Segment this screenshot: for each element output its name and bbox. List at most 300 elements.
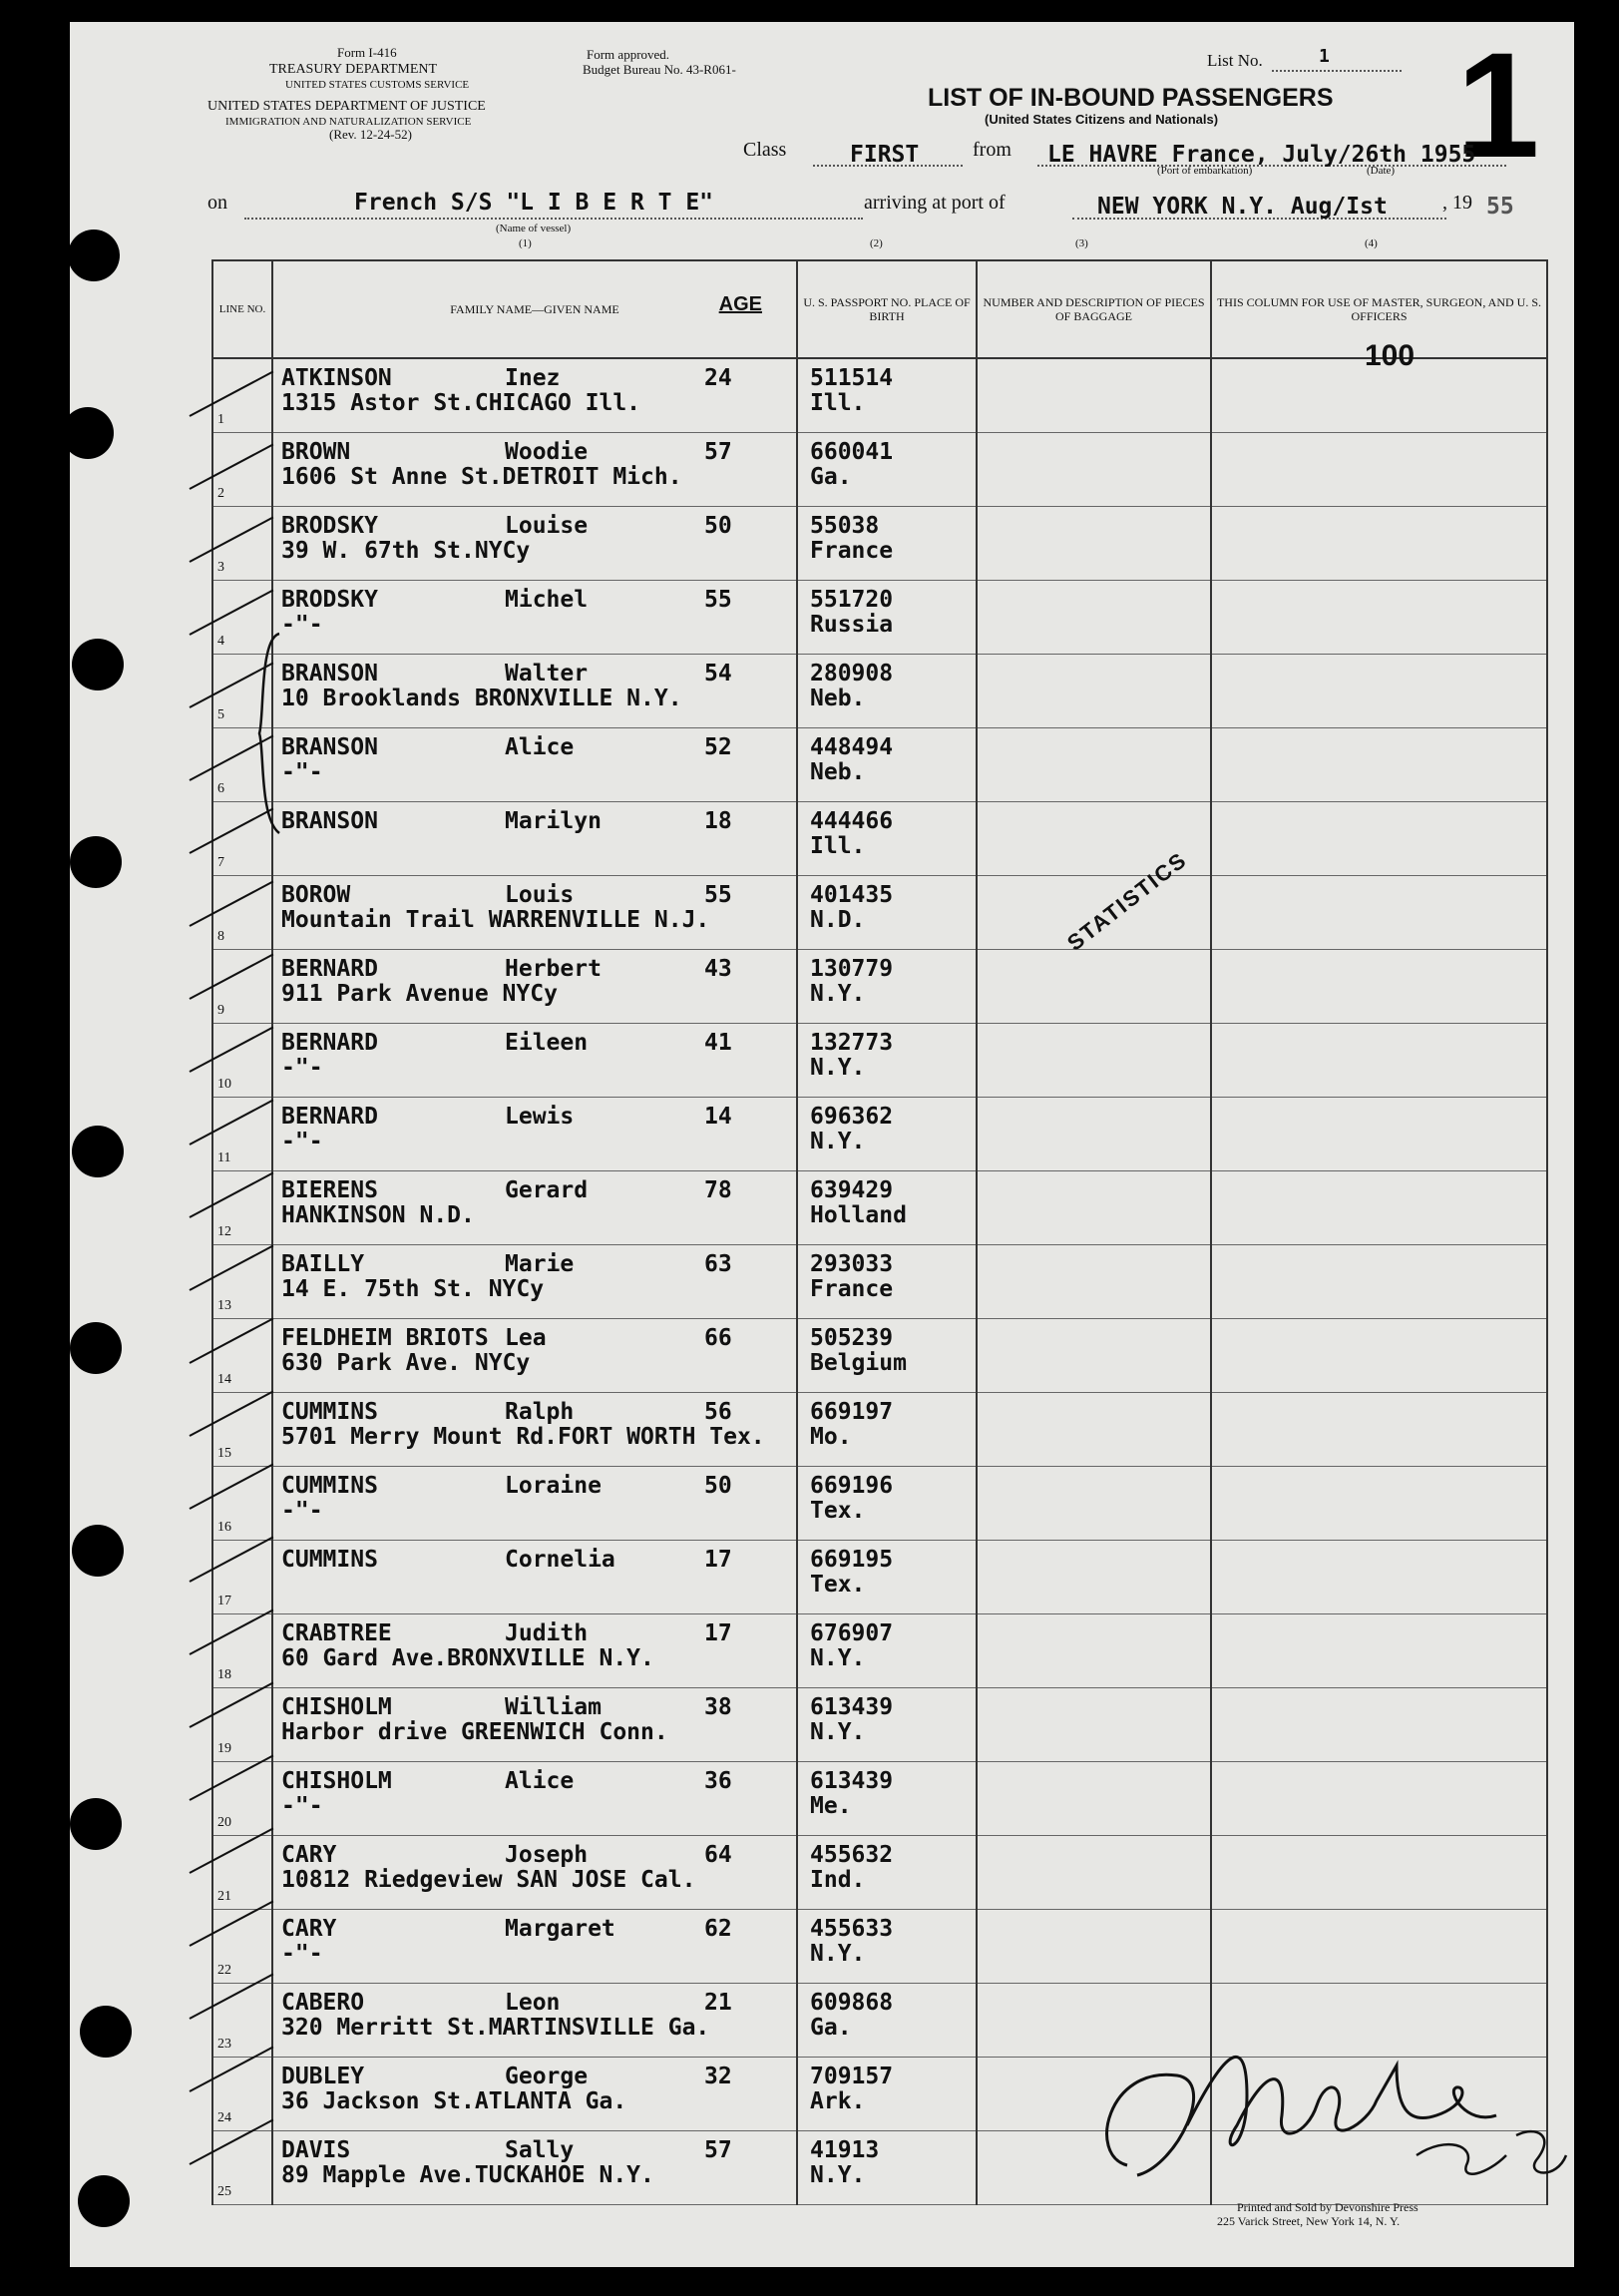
printer-credit: Printed and Sold by Devonshire Press — [1237, 2200, 1418, 2214]
officers-cell — [1211, 1541, 1547, 1614]
place-of-birth: Ark. — [810, 2088, 866, 2114]
given-name: Louise — [505, 513, 589, 539]
given-name: Marilyn — [505, 808, 602, 834]
place-of-birth: Ga. — [810, 2015, 852, 2041]
given-name: Joseph — [505, 1842, 589, 1868]
baggage-cell — [977, 507, 1211, 581]
passport-number: 669197 — [810, 1399, 894, 1425]
line-number-cell — [212, 1910, 272, 1984]
list-title: LIST OF IN-BOUND PASSENGERS — [928, 84, 1334, 112]
passport-number: 401435 — [810, 882, 894, 908]
table-row — [212, 433, 1547, 507]
baggage-cell — [977, 1319, 1211, 1393]
line-number-cell — [212, 2058, 272, 2131]
address: 14 E. 75th St. NYCy — [281, 1276, 545, 1302]
form-number: Form I-416 — [337, 45, 397, 60]
ins-service: IMMIGRATION AND NATURALIZATION SERVICE — [225, 116, 472, 128]
age-value: 55 — [704, 882, 732, 908]
table-row — [212, 1541, 1547, 1614]
family-name: CHISHOLM — [281, 1694, 392, 1720]
baggage-cell — [977, 1688, 1211, 1762]
passport-cell — [797, 1024, 977, 1098]
address: -"- — [281, 612, 323, 638]
officers-cell — [1211, 950, 1547, 1024]
table-row — [212, 1319, 1547, 1393]
line-number: 25 — [217, 2184, 231, 2199]
place-of-birth: Ind. — [810, 1867, 866, 1893]
from-value: LE HAVRE France, July/26th 1955 — [1047, 142, 1476, 168]
table-row — [212, 876, 1547, 950]
large-page-number: 1 — [1456, 21, 1540, 189]
passport-number: 455632 — [810, 1842, 894, 1868]
passport-cell — [797, 1245, 977, 1319]
given-name: Marie — [505, 1251, 575, 1277]
passport-cell — [797, 581, 977, 655]
passport-cell — [797, 1910, 977, 1984]
line-number-cell — [212, 1171, 272, 1245]
passport-cell — [797, 1098, 977, 1171]
place-of-birth: Mo. — [810, 1424, 852, 1450]
given-name: Michel — [505, 587, 589, 613]
officers-cell — [1211, 1836, 1547, 1910]
baggage-cell — [977, 655, 1211, 728]
place-of-birth: Belgium — [810, 1350, 907, 1376]
baggage-cell — [977, 1541, 1211, 1614]
baggage-cell — [977, 1910, 1211, 1984]
place-of-birth: Ga. — [810, 464, 852, 490]
col-4-caption: (4) — [1365, 237, 1378, 249]
from-label: from — [973, 139, 1012, 161]
line-number-cell — [212, 1245, 272, 1319]
name-cell — [272, 1467, 797, 1541]
given-name: Alice — [505, 734, 575, 760]
passport-cell — [797, 728, 977, 802]
punch-hole — [78, 2175, 130, 2227]
family-name: DAVIS — [281, 2137, 351, 2163]
address: 1315 Astor St.CHICAGO Ill. — [281, 390, 641, 416]
passport-cell — [797, 802, 977, 876]
line-number-cell — [212, 1098, 272, 1171]
age-value: 63 — [704, 1251, 732, 1277]
officer-note: 100 — [1365, 339, 1416, 372]
name-cell — [272, 1245, 797, 1319]
name-cell — [272, 1024, 797, 1098]
place-of-birth: N.Y. — [810, 1941, 866, 1967]
name-cell — [272, 728, 797, 802]
name-cell — [272, 2058, 797, 2131]
age-value: 14 — [704, 1104, 732, 1130]
family-name: BRANSON — [281, 734, 378, 760]
passport-cell — [797, 1541, 977, 1614]
name-cell — [272, 1171, 797, 1245]
age-value: 57 — [704, 2137, 732, 2163]
address: 89 Mapple Ave.TUCKAHOE N.Y. — [281, 2162, 654, 2188]
port-embarkation-caption: (Port of embarkation) — [1157, 165, 1253, 177]
vessel-line — [244, 218, 863, 220]
form-approved: Form approved. — [587, 47, 670, 62]
age-value: 32 — [704, 2064, 732, 2089]
table-row — [212, 950, 1547, 1024]
family-name: CUMMINS — [281, 1399, 378, 1425]
passenger-table — [211, 259, 1548, 2205]
passport-number: 505239 — [810, 1325, 894, 1351]
place-of-birth: N.Y. — [810, 2162, 866, 2188]
baggage-cell — [977, 581, 1211, 655]
place-of-birth: Russia — [810, 612, 894, 638]
passport-cell — [797, 876, 977, 950]
place-of-birth: France — [810, 538, 894, 564]
given-name: William — [505, 1694, 602, 1720]
revision: (Rev. 12-24-52) — [329, 127, 412, 142]
given-name: Louis — [505, 882, 575, 908]
family-name: BRODSKY — [281, 587, 378, 613]
passport-number: 639429 — [810, 1177, 894, 1203]
line-number-cell — [212, 1319, 272, 1393]
given-name: Lea — [505, 1325, 547, 1351]
place-of-birth: Neb. — [810, 686, 866, 711]
age-value: 21 — [704, 1990, 732, 2016]
table-row — [212, 581, 1547, 655]
table-row — [212, 1688, 1547, 1762]
line-number: 23 — [217, 2037, 231, 2052]
baggage-cell — [977, 1467, 1211, 1541]
officers-cell — [1211, 1910, 1547, 1984]
punch-hole — [80, 2006, 132, 2058]
given-name: Gerard — [505, 1177, 589, 1203]
baggage-cell — [977, 358, 1211, 433]
passport-cell — [797, 1836, 977, 1910]
family-name: CARY — [281, 1842, 337, 1868]
passport-number: 511514 — [810, 365, 894, 391]
passport-number: 613439 — [810, 1694, 894, 1720]
table-row — [212, 1467, 1547, 1541]
passport-cell — [797, 507, 977, 581]
col-header-baggage: NUMBER AND DESCRIPTION OF PIECES OF BAGGAGE — [977, 260, 1211, 358]
address: 36 Jackson St.ATLANTA Ga. — [281, 2088, 627, 2114]
passport-cell — [797, 433, 977, 507]
officers-cell — [1211, 728, 1547, 802]
family-name: CUMMINS — [281, 1547, 378, 1573]
vessel-caption: (Name of vessel) — [496, 223, 572, 234]
name-cell — [272, 433, 797, 507]
family-name: BERNARD — [281, 1030, 378, 1056]
table-row — [212, 1171, 1547, 1245]
baggage-cell — [977, 433, 1211, 507]
passport-cell — [797, 2131, 977, 2205]
justice-dept: UNITED STATES DEPARTMENT OF JUSTICE — [207, 99, 486, 114]
age-value: 41 — [704, 1030, 732, 1056]
place-of-birth: Neb. — [810, 759, 866, 785]
age-value: 38 — [704, 1694, 732, 1720]
given-name: Margaret — [505, 1916, 615, 1942]
address: 630 Park Ave. NYCy — [281, 1350, 531, 1376]
passport-number: 696362 — [810, 1104, 894, 1130]
passport-number: 130779 — [810, 956, 894, 982]
age-value: 24 — [704, 365, 732, 391]
name-cell — [272, 2131, 797, 2205]
address: Harbor drive GREENWICH Conn. — [281, 1719, 668, 1745]
officers-cell — [1211, 1319, 1547, 1393]
age-value: 17 — [704, 1547, 732, 1573]
name-cell — [272, 1393, 797, 1467]
name-cell — [272, 1614, 797, 1688]
col-header-line: LINE NO. — [212, 260, 272, 358]
passport-number: 132773 — [810, 1030, 894, 1056]
line-number: 1 — [217, 412, 224, 427]
age-value: 56 — [704, 1399, 732, 1425]
age-value: 50 — [704, 513, 732, 539]
officers-cell — [1211, 581, 1547, 655]
passport-cell — [797, 1467, 977, 1541]
name-cell — [272, 507, 797, 581]
passport-cell — [797, 1688, 977, 1762]
given-name: Lewis — [505, 1104, 575, 1130]
passport-cell — [797, 950, 977, 1024]
customs-service: UNITED STATES CUSTOMS SERVICE — [285, 79, 470, 91]
table-row — [212, 507, 1547, 581]
list-no-value: 1 — [1319, 46, 1330, 67]
place-of-birth: N.D. — [810, 907, 866, 933]
arriving-label: arriving at port of — [864, 192, 1006, 214]
line-number: 14 — [217, 1372, 231, 1387]
passport-number: 669196 — [810, 1473, 894, 1499]
line-number: 19 — [217, 1741, 231, 1756]
class-value: FIRST — [850, 142, 920, 168]
arrival-value: NEW YORK N.Y. Aug/Ist — [1097, 194, 1388, 220]
family-name: CUMMINS — [281, 1473, 378, 1499]
family-name: BROWN — [281, 439, 351, 465]
officers-cell — [1211, 876, 1547, 950]
table-row — [212, 655, 1547, 728]
table-row — [212, 1393, 1547, 1467]
line-number-cell — [212, 2131, 272, 2205]
given-name: Herbert — [505, 956, 602, 982]
line-number: 12 — [217, 1224, 231, 1239]
name-cell — [272, 1319, 797, 1393]
given-name: Inez — [505, 365, 561, 391]
place-of-birth: Me. — [810, 1793, 852, 1819]
family-name: BRANSON — [281, 808, 378, 834]
line-number: 13 — [217, 1298, 231, 1313]
age-value: 62 — [704, 1916, 732, 1942]
family-name: ATKINSON — [281, 365, 392, 391]
address: 5701 Merry Mount Rd.FORT WORTH Tex. — [281, 1424, 765, 1450]
given-name: Eileen — [505, 1030, 589, 1056]
officers-cell — [1211, 802, 1547, 876]
given-name: Leon — [505, 1990, 561, 2016]
age-value: 57 — [704, 439, 732, 465]
year-prefix: , 19 — [1442, 192, 1472, 214]
address: 10 Brooklands BRONXVILLE N.Y. — [281, 686, 682, 711]
officers-cell — [1211, 1467, 1547, 1541]
baggage-cell — [977, 1393, 1211, 1467]
given-name: Cornelia — [505, 1547, 615, 1573]
line-number-cell — [212, 1393, 272, 1467]
age-value: 64 — [704, 1842, 732, 1868]
baggage-cell — [977, 728, 1211, 802]
age-value: 66 — [704, 1325, 732, 1351]
table-header-row — [212, 260, 1547, 358]
passport-cell — [797, 1762, 977, 1836]
passport-cell — [797, 1393, 977, 1467]
place-of-birth: Tex. — [810, 1498, 866, 1524]
line-number: 22 — [217, 1963, 231, 1978]
col-header-officers: THIS COLUMN FOR USE OF MASTER, SURGEON, AND U. S. OFFICERS — [1211, 260, 1547, 358]
name-cell — [272, 876, 797, 950]
given-name: Judith — [505, 1620, 589, 1646]
place-of-birth: N.Y. — [810, 1645, 866, 1671]
class-label: Class — [743, 139, 787, 161]
address: -"- — [281, 1793, 323, 1819]
punch-hole — [68, 230, 120, 281]
list-subtitle: (United States Citizens and Nationals) — [985, 112, 1219, 127]
passport-cell — [797, 1984, 977, 2058]
name-cell — [272, 581, 797, 655]
address: -"- — [281, 1129, 323, 1154]
address: -"- — [281, 1055, 323, 1081]
officers-cell — [1211, 507, 1547, 581]
table-row — [212, 802, 1547, 876]
passport-cell — [797, 358, 977, 433]
baggage-cell — [977, 1098, 1211, 1171]
age-value: 54 — [704, 661, 732, 687]
line-number: 18 — [217, 1667, 231, 1682]
name-cell — [272, 1910, 797, 1984]
name-cell — [272, 1541, 797, 1614]
officers-cell — [1211, 1098, 1547, 1171]
address: 1606 St Anne St.DETROIT Mich. — [281, 464, 682, 490]
col-2-caption: (2) — [870, 237, 883, 249]
line-number: 3 — [217, 560, 224, 575]
family-name: BERNARD — [281, 1104, 378, 1130]
address: Mountain Trail WARRENVILLE N.J. — [281, 907, 710, 933]
address: HANKINSON N.D. — [281, 1202, 475, 1228]
line-number: 7 — [217, 855, 224, 870]
line-number: 6 — [217, 781, 224, 796]
family-name: CRABTREE — [281, 1620, 392, 1646]
line-number: 24 — [217, 2110, 231, 2125]
family-name: BRODSKY — [281, 513, 378, 539]
baggage-cell — [977, 1614, 1211, 1688]
place-of-birth: N.Y. — [810, 1129, 866, 1154]
line-number: 15 — [217, 1446, 231, 1461]
col-header-passport: U. S. PASSPORT NO. PLACE OF BIRTH — [797, 260, 977, 358]
passport-number: 660041 — [810, 439, 894, 465]
on-label: on — [207, 192, 227, 214]
handwritten-bracket — [254, 629, 284, 838]
age-value: 50 — [704, 1473, 732, 1499]
year-value: 55 — [1486, 194, 1514, 220]
age-value: 17 — [704, 1620, 732, 1646]
address: -"- — [281, 1498, 323, 1524]
line-number-cell — [212, 1984, 272, 2058]
passport-cell — [797, 1614, 977, 1688]
passport-number: 444466 — [810, 808, 894, 834]
given-name: Sally — [505, 2137, 575, 2163]
baggage-cell — [977, 1024, 1211, 1098]
address: 60 Gard Ave.BRONXVILLE N.Y. — [281, 1645, 654, 1671]
place-of-birth: N.Y. — [810, 1719, 866, 1745]
date-caption: (Date) — [1367, 165, 1396, 177]
passport-cell — [797, 1319, 977, 1393]
age-value: 43 — [704, 956, 732, 982]
family-name: CARY — [281, 1916, 337, 1942]
address: -"- — [281, 1941, 323, 1967]
given-name: Walter — [505, 661, 589, 687]
name-cell — [272, 802, 797, 876]
line-number: 11 — [217, 1150, 231, 1165]
baggage-cell — [977, 1245, 1211, 1319]
passport-cell — [797, 1171, 977, 1245]
line-number: 17 — [217, 1594, 231, 1608]
age-value: 18 — [704, 808, 732, 834]
officers-cell — [1211, 655, 1547, 728]
place-of-birth: Ill. — [810, 833, 866, 859]
place-of-birth: Tex. — [810, 1572, 866, 1598]
name-cell — [272, 1098, 797, 1171]
officers-cell — [1211, 1024, 1547, 1098]
place-of-birth: France — [810, 1276, 894, 1302]
age-value: 36 — [704, 1768, 732, 1794]
punch-hole — [72, 1126, 124, 1177]
officers-cell — [1211, 1762, 1547, 1836]
treasury-dept: TREASURY DEPARTMENT — [269, 62, 438, 77]
passport-number: 293033 — [810, 1251, 894, 1277]
passport-number: 55038 — [810, 513, 880, 539]
passport-number: 280908 — [810, 661, 894, 687]
family-name: BOROW — [281, 882, 351, 908]
name-cell — [272, 1688, 797, 1762]
passport-number: 676907 — [810, 1620, 894, 1646]
officers-cell — [1211, 433, 1547, 507]
address: 10812 Riedgeview SAN JOSE Cal. — [281, 1867, 696, 1893]
statistics-stamp: STATISTICS — [1062, 846, 1192, 956]
col-3-caption: (3) — [1075, 237, 1088, 249]
punch-hole — [72, 639, 124, 690]
line-number: 8 — [217, 929, 224, 944]
address: 320 Merritt St.MARTINSVILLE Ga. — [281, 2015, 710, 2041]
table-row — [212, 1614, 1547, 1688]
line-number: 10 — [217, 1077, 231, 1092]
family-name: CABERO — [281, 1990, 365, 2016]
list-no-line — [1272, 70, 1402, 72]
officers-cell — [1211, 1614, 1547, 1688]
family-name: FELDHEIM BRIOTS — [281, 1325, 489, 1351]
table-row — [212, 1098, 1547, 1171]
punch-hole — [70, 836, 122, 888]
line-number: 21 — [217, 1889, 231, 1904]
age-value: 52 — [704, 734, 732, 760]
age-header-text: AGE — [718, 293, 762, 315]
punch-hole — [70, 1798, 122, 1850]
family-name: BRANSON — [281, 661, 378, 687]
line-number: 4 — [217, 634, 224, 649]
line-number: 5 — [217, 707, 224, 722]
budget-bureau: Budget Bureau No. 43-R061- — [583, 62, 736, 77]
name-cell — [272, 950, 797, 1024]
officers-cell — [1211, 1245, 1547, 1319]
punch-hole — [62, 407, 114, 459]
baggage-cell — [977, 950, 1211, 1024]
given-name: Ralph — [505, 1399, 575, 1425]
table-row — [212, 1762, 1547, 1836]
line-number: 20 — [217, 1815, 231, 1830]
age-value: 78 — [704, 1177, 732, 1203]
name-cell — [272, 655, 797, 728]
name-header-text: FAMILY NAME—GIVEN NAME — [450, 302, 619, 316]
given-name: Alice — [505, 1768, 575, 1794]
table-row — [212, 1024, 1547, 1098]
